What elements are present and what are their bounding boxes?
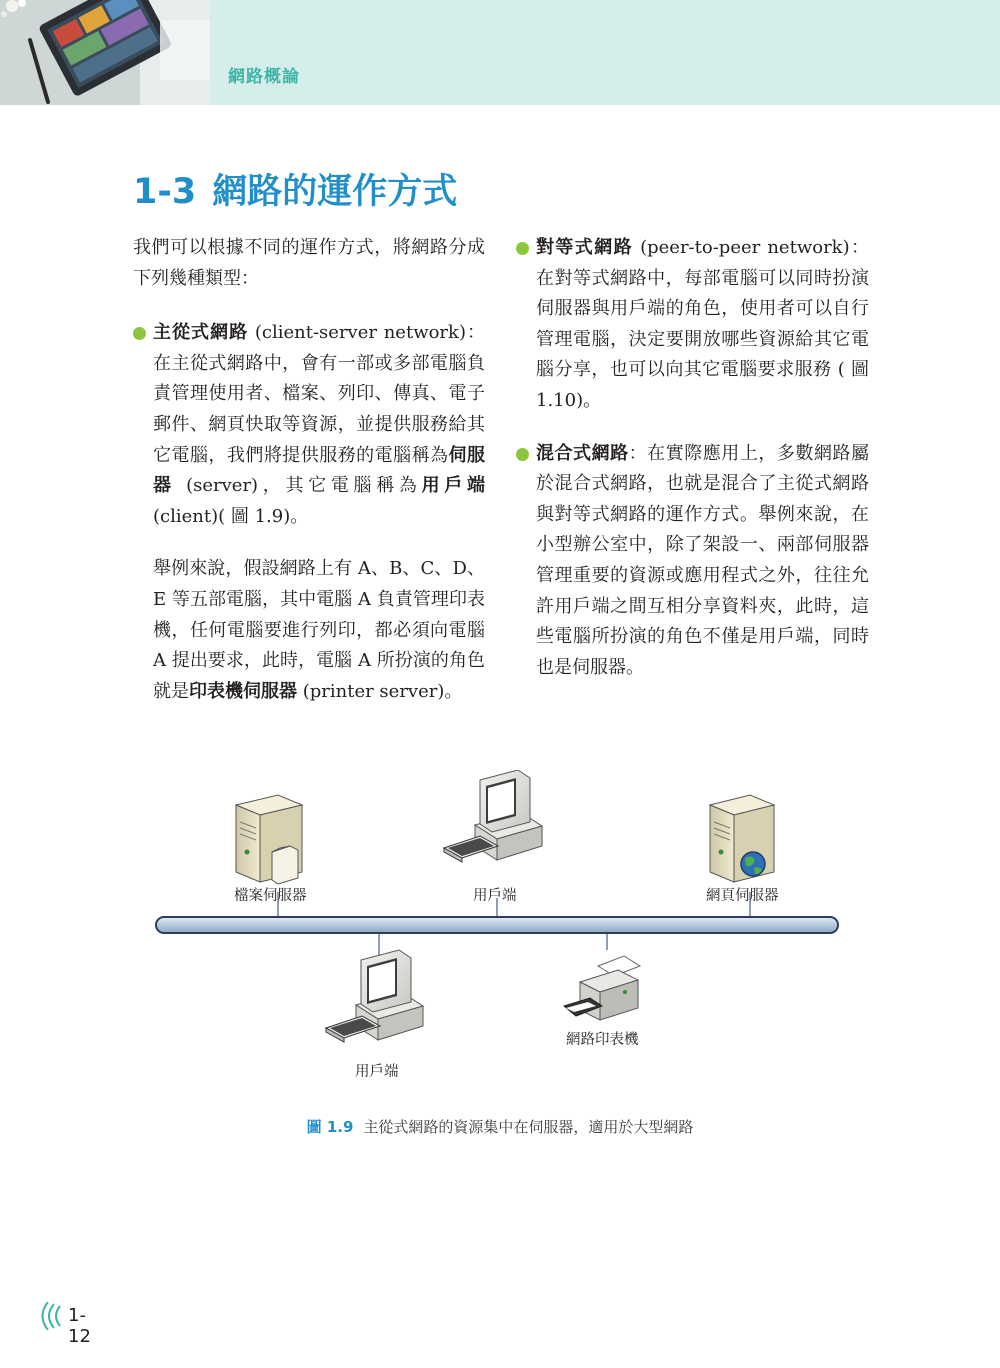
bullet-dot-icon [516,448,529,461]
body-text: ：在實際應用上，多數網路屬於混合式網路，也就是混合了主從式網路與對等式網路的運作方式。舉例來說，在小型辦公室中，除了架設一、兩部伺服器管理重要的資源或應用程式之外，往往允許用戶端之間互相分享資料夾，此時，這些電腦所扮演的角色不僅是用戶端，同時也是伺服器。 [536,442,870,678]
label-network-printer: 網路印表機 [566,1032,639,1048]
network-printer-icon [564,956,640,1020]
term-english: (peer-to-peer network)： [632,237,869,258]
body-text: 舉例來說，假設網路上有 A、B、C、D、E 等五部電腦，其中電腦 A 負責管理印表機，任何電腦要進行列印，都必須向電腦 A 提出要求，此時，電腦 A 所扮演的角色就是 [153,558,485,702]
term-server: 伺服器 [153,444,486,497]
term-client: 用戶端 [421,475,486,497]
bullet-dot-icon [133,327,146,340]
web-server-icon [710,795,774,882]
tablet-photo-image [0,0,210,105]
right-column [516,233,869,683]
bullet-peer-to-peer-text [536,233,869,417]
bullet-peer-to-peer [516,233,869,417]
file-server-icon [236,795,302,884]
body-text: (client)( 圖 1.9)。 [153,505,309,527]
bullet-hybrid-text [536,439,869,684]
network-diagram-graphic [150,770,850,1090]
term-english: (client-server network)： [248,322,485,344]
bullet-dot-icon [516,242,529,255]
section-title-text: 網路的運作方式 [212,172,458,212]
label-web-server: 網頁伺服器 [706,888,779,904]
label-client-bottom: 用戶端 [355,1064,399,1080]
label-client-top: 用戶端 [473,888,517,904]
globe-icon [741,852,765,876]
example-text [153,554,485,707]
figure-caption-text: 主從式網路的資源集中在伺服器，適用於大型網路 [363,1118,694,1136]
intro-paragraph: 我們可以根據不同的運作方式，將網路分成下列幾種類型： [133,237,485,289]
network-diagram [150,770,850,1090]
term-peer-to-peer: 對等式網路 [536,237,633,258]
network-bus [156,917,838,933]
signal-waves-icon [40,1302,64,1330]
term-hybrid: 混合式網路 [536,442,629,464]
header-photo [0,0,210,105]
body-text: 在對等式網路中，每部電腦可以同時扮演伺服器與用戶端的角色，使用者可以自行管理電腦，決定要開放哪些資源給其它電腦分享，也可以向其它電腦要求服務 ( 圖 1.10)。 [536,267,869,411]
left-column [133,233,485,707]
body-text: (printer server)。 [297,680,463,702]
bullet-client-server-text [153,318,485,532]
client-computer-top-icon [444,770,542,862]
figure-number: 圖 1.9 [306,1118,354,1136]
figure-caption [0,1116,1000,1137]
term-client-server: 主從式網路 [153,322,249,344]
term-printer-server: 印表機伺服器 [189,680,297,702]
page-number: 1-12 [68,1305,91,1347]
bullet-hybrid [516,439,869,684]
section-heading [133,164,457,214]
body-text: (server)，其它電腦稱為 [175,475,422,497]
bullet-client-server [133,318,485,532]
section-number: 1-3 [133,172,197,212]
chapter-title: 網路概論 [228,67,300,87]
label-file-server: 檔案伺服器 [234,888,307,904]
client-computer-bottom-icon [326,950,423,1042]
body-text: 在主從式網路中，會有一部或多部電腦負責管理使用者、檔案、列印、傳真、電子郵件、網頁快取等資源，並提供服務給其它電腦，我們將提供服務的電腦稱為 [153,352,485,466]
example-paragraph [133,554,485,707]
